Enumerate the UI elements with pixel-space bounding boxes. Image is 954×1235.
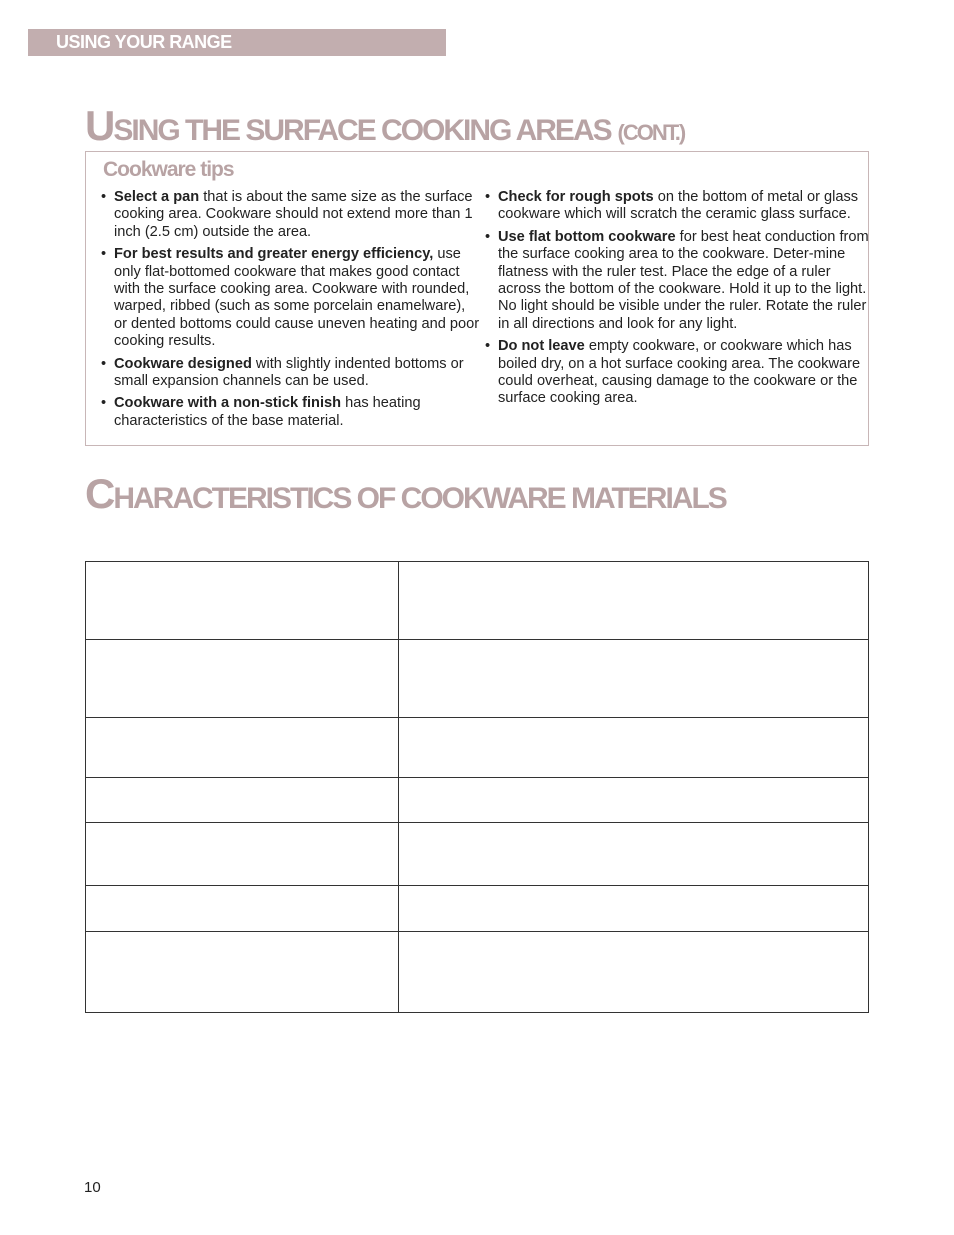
table-row [86,778,869,823]
page-heading [85,102,684,150]
tip-text: use only flat-bottomed cookware that makes good contact with the surface cooking area. Cookware with rounded, warped, ribbed (such as some porcelain enamelware), or dented bottoms could cause uneven heating and poor cooking results. [114,246,480,350]
table-row [86,886,869,932]
bullet: • [485,189,491,205]
bullet: • [485,228,491,245]
tip-item [485,229,869,333]
material-cell [86,886,399,932]
table-row [86,823,869,886]
characteristics-cell [399,886,869,932]
heading-continued: (CONT.) [617,120,685,145]
characteristics-cell [399,562,869,640]
tip-text: empty cookware, or cookware which has boiled dry, on a hot surface cooking area. The cookware could overheat, causing damage to the cookware or the surface cooking area. [498,338,861,407]
tip-bold: Do not leave [498,338,585,355]
heading-text: HARACTERISTICS OF COOKWARE MATERIALS [113,482,726,515]
tips-right-column [485,189,869,413]
bullet: • [101,189,107,205]
tip-text: on the bottom of metal or glass cookware which will scratch the ceramic glass surface. [498,189,859,223]
material-cell [86,640,399,718]
tip-bold: Cookware with a non-stick finish [114,395,342,412]
material-cell [86,718,399,778]
bullet: • [101,395,107,412]
heading-initial: U [85,102,114,149]
tip-item [101,395,481,430]
tip-item [485,338,869,408]
tip-text: with slightly indented bottoms or small expansion channels can be used. [114,355,464,390]
section-tab: USING YOUR RANGE [28,29,446,56]
cookware-materials-table [85,561,869,1013]
tip-text: for best heat conduction from the surface cooking area to the cookware. Deter-mine flatness with the ruler test. Place the edge of a ruler across the bottom of the cookware. Hold it up to the light. No light should be visible under the ruler. Rotate the ruler in all directions and look for any light. [498,228,869,332]
bullet: • [485,338,491,355]
heading-text: SING THE SURFACE COOKING AREAS [113,114,611,147]
characteristics-cell [399,778,869,823]
material-cell [86,562,399,640]
material-cell [86,823,399,886]
tip-item [485,189,869,224]
material-cell [86,778,399,823]
tips-title: Cookware tips [103,158,234,181]
tip-text: has heating characteristics of the base material. [114,395,421,429]
bullet: • [101,246,107,263]
bullet: • [101,355,107,372]
table-row [86,718,869,778]
heading-initial: C [85,470,114,517]
tip-bold: Cookware designed [114,355,252,372]
material-cell [86,932,399,1013]
tip-bold: Check for rough spots [498,189,654,205]
table-row [86,640,869,718]
tip-item [101,356,481,391]
table-row [86,932,869,1013]
materials-heading [85,470,726,518]
tip-bold: Use flat bottom cookware [498,228,676,245]
cookware-tips-box [85,151,869,446]
characteristics-cell [399,718,869,778]
table-row [86,562,869,640]
tip-bold: Select a pan [114,189,200,205]
characteristics-cell [399,823,869,886]
characteristics-cell [399,640,869,718]
tip-item [101,189,481,241]
tip-bold: For best results and greater energy efficiency, [114,246,434,263]
characteristics-cell [399,932,869,1013]
page-number: 10 [84,1179,101,1196]
tips-left-column [101,189,481,435]
tip-text: that is about the same size as the surface cooking area. Cookware should not extend more than 1 inch (2.5 cm) outside the area. [114,189,473,240]
tip-item [101,246,481,350]
